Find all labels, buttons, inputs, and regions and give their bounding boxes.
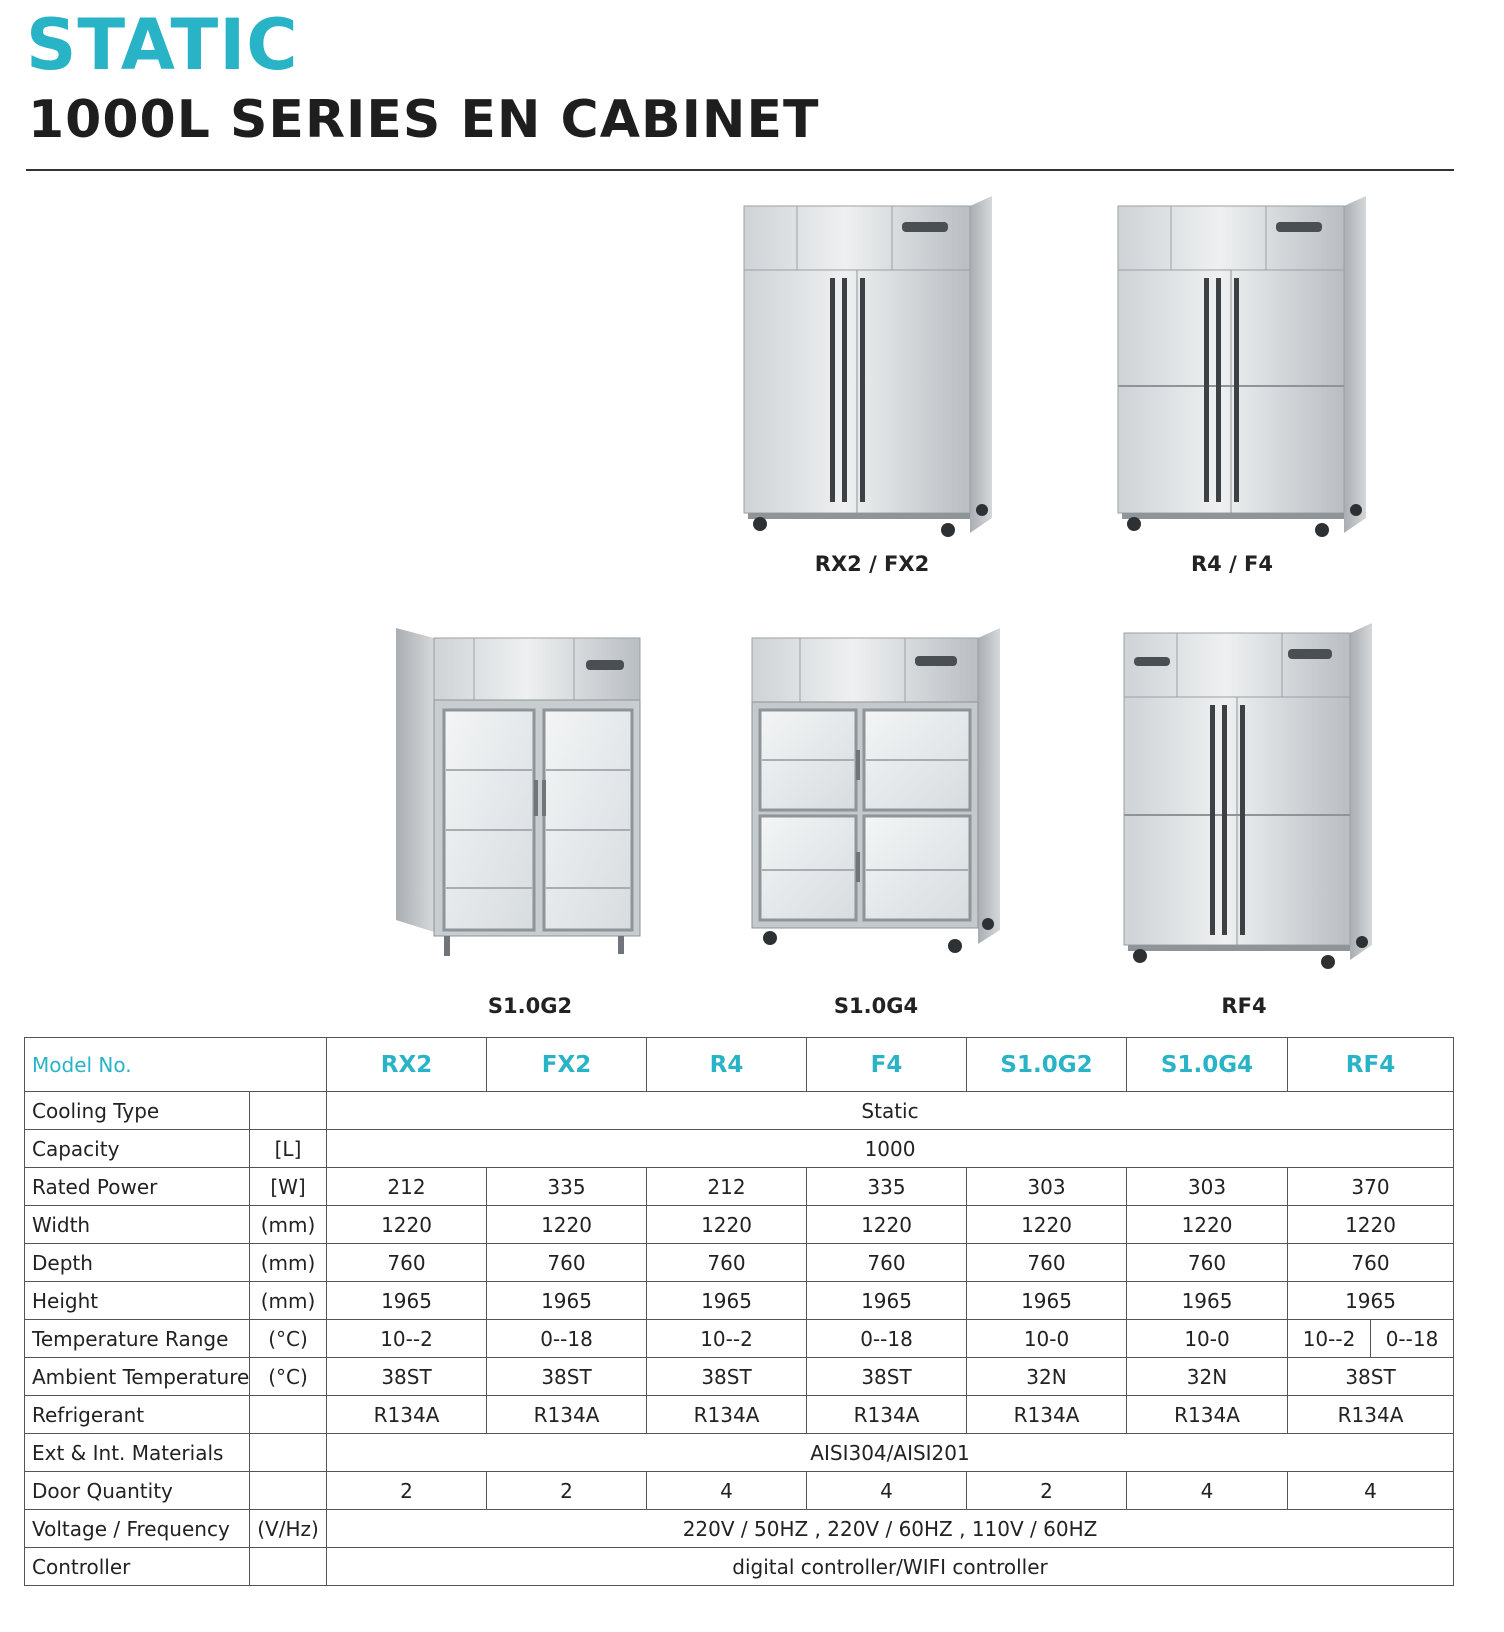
row-label: Temperature Range — [25, 1320, 250, 1358]
cell-value: 38ST — [487, 1358, 647, 1396]
table-row — [25, 1092, 1454, 1130]
table-row — [25, 1244, 1454, 1282]
cell-value: R134A — [1288, 1396, 1454, 1434]
cell-value: 760 — [967, 1244, 1127, 1282]
cell-value: 32N — [967, 1358, 1127, 1396]
cell-value: 1965 — [807, 1282, 967, 1320]
cell-value: 4 — [807, 1472, 967, 1510]
cell-value: Static — [327, 1092, 1454, 1130]
cell-value: 1220 — [807, 1206, 967, 1244]
row-label: Cooling Type — [25, 1092, 250, 1130]
cell-value: 1220 — [967, 1206, 1127, 1244]
header-divider — [26, 169, 1454, 171]
table-row — [25, 1130, 1454, 1168]
cell-value: 760 — [327, 1244, 487, 1282]
product-caption-s1-0g4: S1.0G4 — [833, 994, 919, 1018]
cell-value: 1220 — [1288, 1206, 1454, 1244]
cell-value: 760 — [487, 1244, 647, 1282]
cell-value: 1000 — [327, 1130, 1454, 1168]
cell-value: 10--2 — [1302, 1326, 1356, 1351]
table-header-row — [25, 1038, 1454, 1092]
cell-value: 1220 — [1127, 1206, 1288, 1244]
model-rx2: RX2 — [327, 1038, 487, 1092]
cell-value: 2 — [967, 1472, 1127, 1510]
cell-value: 760 — [1127, 1244, 1288, 1282]
cell-value: 4 — [647, 1472, 807, 1510]
row-label: Ambient Temperature — [25, 1358, 250, 1396]
product-caption-r4-f4: R4 / F4 — [1190, 552, 1274, 576]
cell-value: 1965 — [647, 1282, 807, 1320]
row-label: Width — [25, 1206, 250, 1244]
row-unit: (mm) — [250, 1282, 327, 1320]
product-caption-s1-0g2: S1.0G2 — [487, 994, 573, 1018]
row-unit — [250, 1396, 327, 1434]
table-row — [25, 1434, 1454, 1472]
cell-value: 32N — [1127, 1358, 1288, 1396]
model-rf4: RF4 — [1288, 1038, 1454, 1092]
cell-value: R134A — [967, 1396, 1127, 1434]
cell-value: 4 — [1288, 1472, 1454, 1510]
row-unit: [W] — [250, 1168, 327, 1206]
cell-value: 1965 — [487, 1282, 647, 1320]
cell-value: 760 — [807, 1244, 967, 1282]
cell-value: 1220 — [327, 1206, 487, 1244]
model-s1-0g4: S1.0G4 — [1127, 1038, 1288, 1092]
page-subtitle: 1000L SERIES EN CABINET — [28, 90, 820, 150]
cell-value: 220V / 50HZ , 220V / 60HZ , 110V / 60HZ — [327, 1510, 1454, 1548]
model-r4: R4 — [647, 1038, 807, 1092]
cell-value: 1965 — [327, 1282, 487, 1320]
cell-value: R134A — [807, 1396, 967, 1434]
cell-value: 0--18 — [807, 1320, 967, 1358]
cell-value: 10-0 — [967, 1320, 1127, 1358]
cell-value: R134A — [1127, 1396, 1288, 1434]
cell-value: 4 — [1127, 1472, 1288, 1510]
table-row — [25, 1358, 1454, 1396]
row-label: Door Quantity — [25, 1472, 250, 1510]
product-caption-rf4: RF4 — [1221, 994, 1267, 1018]
row-unit: (°C) — [250, 1358, 327, 1396]
row-label: Ext & Int. Materials — [25, 1434, 250, 1472]
row-unit — [250, 1092, 327, 1130]
cell-value: 2 — [327, 1472, 487, 1510]
table-row — [25, 1548, 1454, 1586]
row-unit: (mm) — [250, 1244, 327, 1282]
page-title: STATIC — [26, 4, 299, 86]
cell-value-split — [1288, 1320, 1454, 1358]
cell-value: 1220 — [647, 1206, 807, 1244]
cell-value: R134A — [327, 1396, 487, 1434]
cell-value: 2 — [487, 1472, 647, 1510]
spec-table — [24, 1037, 1454, 1586]
cell-value: 10--2 — [327, 1320, 487, 1358]
row-unit: [L] — [250, 1130, 327, 1168]
row-unit — [250, 1548, 327, 1586]
row-label: Rated Power — [25, 1168, 250, 1206]
product-image-r4-f4 — [1116, 188, 1376, 538]
cell-value: 38ST — [1288, 1358, 1454, 1396]
cell-value: 335 — [807, 1168, 967, 1206]
cell-value: 370 — [1288, 1168, 1454, 1206]
product-caption-rx2-fx2: RX2 / FX2 — [814, 552, 930, 576]
cell-value: AISI304/AISI201 — [327, 1434, 1454, 1472]
cell-value: R134A — [487, 1396, 647, 1434]
cell-value: 212 — [647, 1168, 807, 1206]
row-label: Controller — [25, 1548, 250, 1586]
row-label: Refrigerant — [25, 1396, 250, 1434]
cell-value: 10--2 — [647, 1320, 807, 1358]
cell-value: 1965 — [967, 1282, 1127, 1320]
cell-value: 760 — [1288, 1244, 1454, 1282]
product-image-rf4 — [1122, 615, 1382, 975]
row-unit: (°C) — [250, 1320, 327, 1358]
product-image-s1-0g2 — [394, 620, 654, 970]
model-s1-0g2: S1.0G2 — [967, 1038, 1127, 1092]
table-row — [25, 1396, 1454, 1434]
cell-value: 1965 — [1127, 1282, 1288, 1320]
cell-value: 760 — [647, 1244, 807, 1282]
row-unit: (V/Hz) — [250, 1510, 327, 1548]
cell-value: 0--18 — [487, 1320, 647, 1358]
table-row — [25, 1472, 1454, 1510]
cell-value: 38ST — [327, 1358, 487, 1396]
row-unit — [250, 1434, 327, 1472]
row-label: Capacity — [25, 1130, 250, 1168]
table-row — [25, 1282, 1454, 1320]
model-fx2: FX2 — [487, 1038, 647, 1092]
cell-value: 38ST — [647, 1358, 807, 1396]
row-label: Depth — [25, 1244, 250, 1282]
product-image-rx2-fx2 — [742, 188, 1002, 538]
table-row — [25, 1510, 1454, 1548]
cell-value: 38ST — [807, 1358, 967, 1396]
cell-value: 335 — [487, 1168, 647, 1206]
row-unit: (mm) — [250, 1206, 327, 1244]
cell-value: 303 — [1127, 1168, 1288, 1206]
table-row — [25, 1168, 1454, 1206]
cell-value: 1220 — [487, 1206, 647, 1244]
row-unit — [250, 1472, 327, 1510]
cell-value: 10-0 — [1127, 1320, 1288, 1358]
table-row — [25, 1320, 1454, 1358]
cell-value: digital controller/WIFI controller — [327, 1548, 1454, 1586]
cell-value: R134A — [647, 1396, 807, 1434]
cell-value: 303 — [967, 1168, 1127, 1206]
product-image-s1-0g4 — [750, 620, 1010, 970]
table-row — [25, 1206, 1454, 1244]
cell-value: 0--18 — [1370, 1320, 1453, 1357]
cell-value: 212 — [327, 1168, 487, 1206]
model-no-label: Model No. — [25, 1038, 327, 1092]
row-label: Voltage / Frequency — [25, 1510, 250, 1548]
cell-value: 1965 — [1288, 1282, 1454, 1320]
model-f4: F4 — [807, 1038, 967, 1092]
row-label: Height — [25, 1282, 250, 1320]
